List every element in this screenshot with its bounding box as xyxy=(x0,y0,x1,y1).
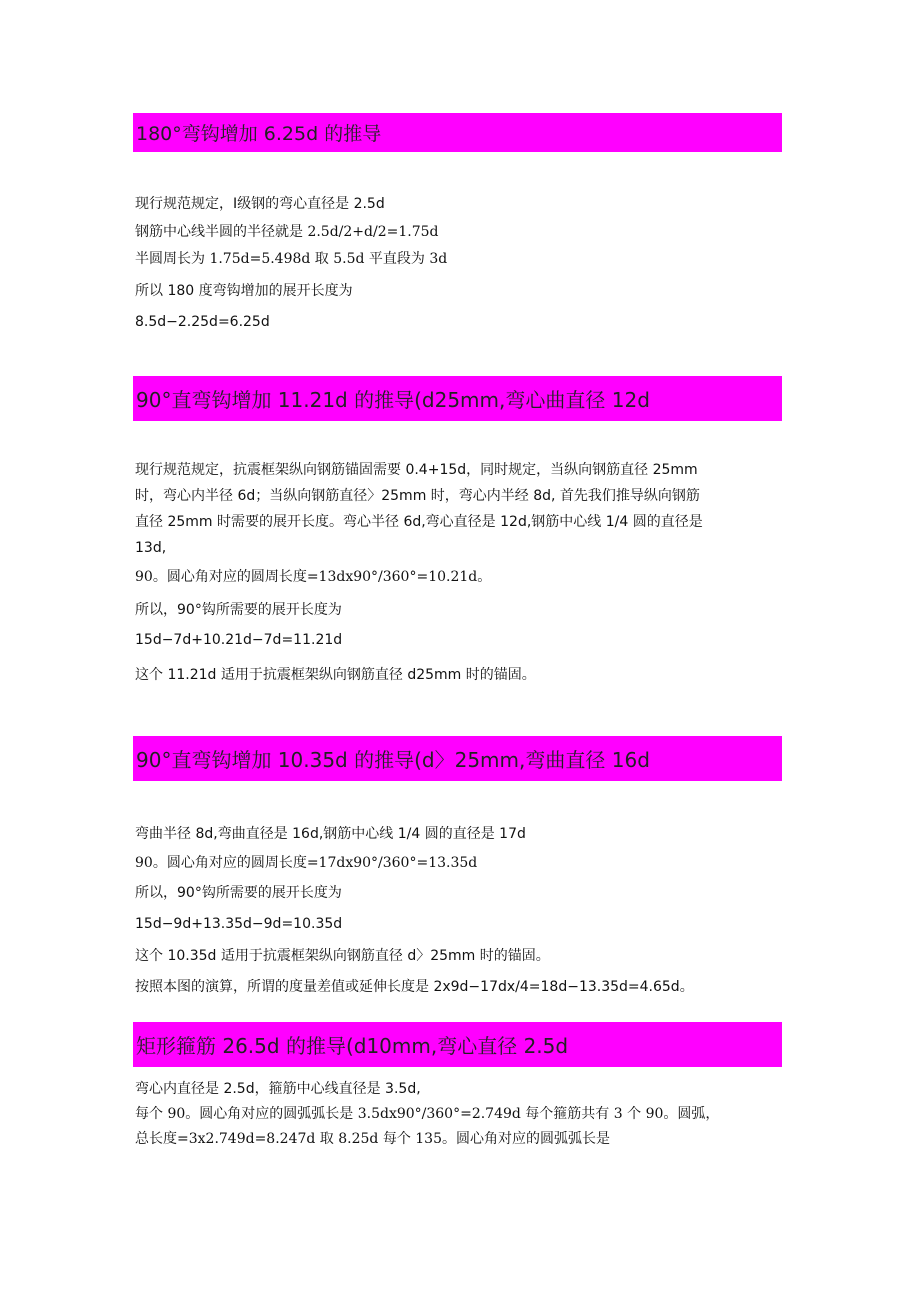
section-heading-180-hook xyxy=(133,113,782,152)
section-heading-90-hook-over-d25 xyxy=(133,736,782,781)
paragraph-line: 弯心内直径是 2.5d，箍筋中心线直径是 3.5d, xyxy=(135,1081,421,1097)
paragraph-line: 13d, xyxy=(135,540,167,556)
section-heading-text: 90°直弯钩增加 10.35d 的推导(d〉25mm,弯曲直径 16d xyxy=(136,748,650,772)
formula-line: 8.5d−2.25d=6.25d xyxy=(135,314,270,330)
section-heading-text: 90°直弯钩增加 11.21d 的推导(d25mm,弯心曲直径 12d xyxy=(136,388,650,412)
paragraph-line: 这个 10.35d 适用于抗震框架纵向钢筋直径 d〉25mm 时的锚固。 xyxy=(135,948,550,964)
paragraph-line: 所以 180 度弯钩增加的展开长度为 xyxy=(135,283,353,299)
paragraph-line: 弯曲半径 8d,弯曲直径是 16d,钢筋中心线 1/4 圆的直径是 17d xyxy=(135,826,526,842)
paragraph-line: 所以，90°钩所需要的展开长度为 xyxy=(135,885,342,901)
paragraph-line: 每个 90。圆心角对应的圆弧弧长是 3.5dx90°/360°=2.749d 每个箍筋共有 3 个 90。圆弧， xyxy=(135,1106,720,1122)
formula-line: 15d−7d+10.21d−7d=11.21d xyxy=(135,632,343,648)
paragraph-line: 按照本图的演算，所谓的度量差值或延伸长度是 2x9d−17dx/4=18d−13.35d=4.65d。 xyxy=(135,979,694,995)
paragraph-line: 钢筋中心线半圆的半径就是 2.5d/2+d/2=1.75d xyxy=(135,224,439,240)
paragraph-line: 直径 25mm 时需要的展开长度。弯心半径 6d,弯心直径是 12d,钢筋中心线 1/4 圆的直径是 xyxy=(135,514,703,530)
paragraph-line: 90。圆心角对应的圆周长度=17dx90°/360°=13.35d xyxy=(135,855,478,871)
paragraph-line: 总长度=3x2.749d=8.247d 取 8.25d 每个 135。圆心角对应的圆弧弧长是 xyxy=(135,1131,611,1147)
paragraph-line: 现行规范规定，抗震框架纵向钢筋锚固需要 0.4+15d，同时规定，当纵向钢筋直径 25mm xyxy=(135,462,698,478)
section-heading-90-hook-d25 xyxy=(133,376,782,421)
paragraph-line: 这个 11.21d 适用于抗震框架纵向钢筋直径 d25mm 时的锚固。 xyxy=(135,667,536,683)
section-heading-text: 180°弯钩增加 6.25d 的推导 xyxy=(136,123,382,145)
paragraph-line: 所以，90°钩所需要的展开长度为 xyxy=(135,602,342,618)
paragraph-line: 现行规范规定，Ⅰ级钢的弯心直径是 2.5d xyxy=(135,196,385,212)
section-heading-rect-stirrup xyxy=(133,1022,782,1067)
paragraph-line: 时，弯心内半径 6d；当纵向钢筋直径〉25mm 时，弯心内半经 8d, 首先我们推导纵向钢筋 xyxy=(135,488,700,504)
formula-line: 15d−9d+13.35d−9d=10.35d xyxy=(135,916,343,932)
paragraph-line: 90。圆心角对应的圆周长度=13dx90°/360°=10.21d。 xyxy=(135,569,492,585)
section-heading-text: 矩形箍筋 26.5d 的推导(d10mm,弯心直径 2.5d xyxy=(136,1034,569,1058)
paragraph-line: 半圆周长为 1.75d=5.498d 取 5.5d 平直段为 3d xyxy=(135,251,448,267)
